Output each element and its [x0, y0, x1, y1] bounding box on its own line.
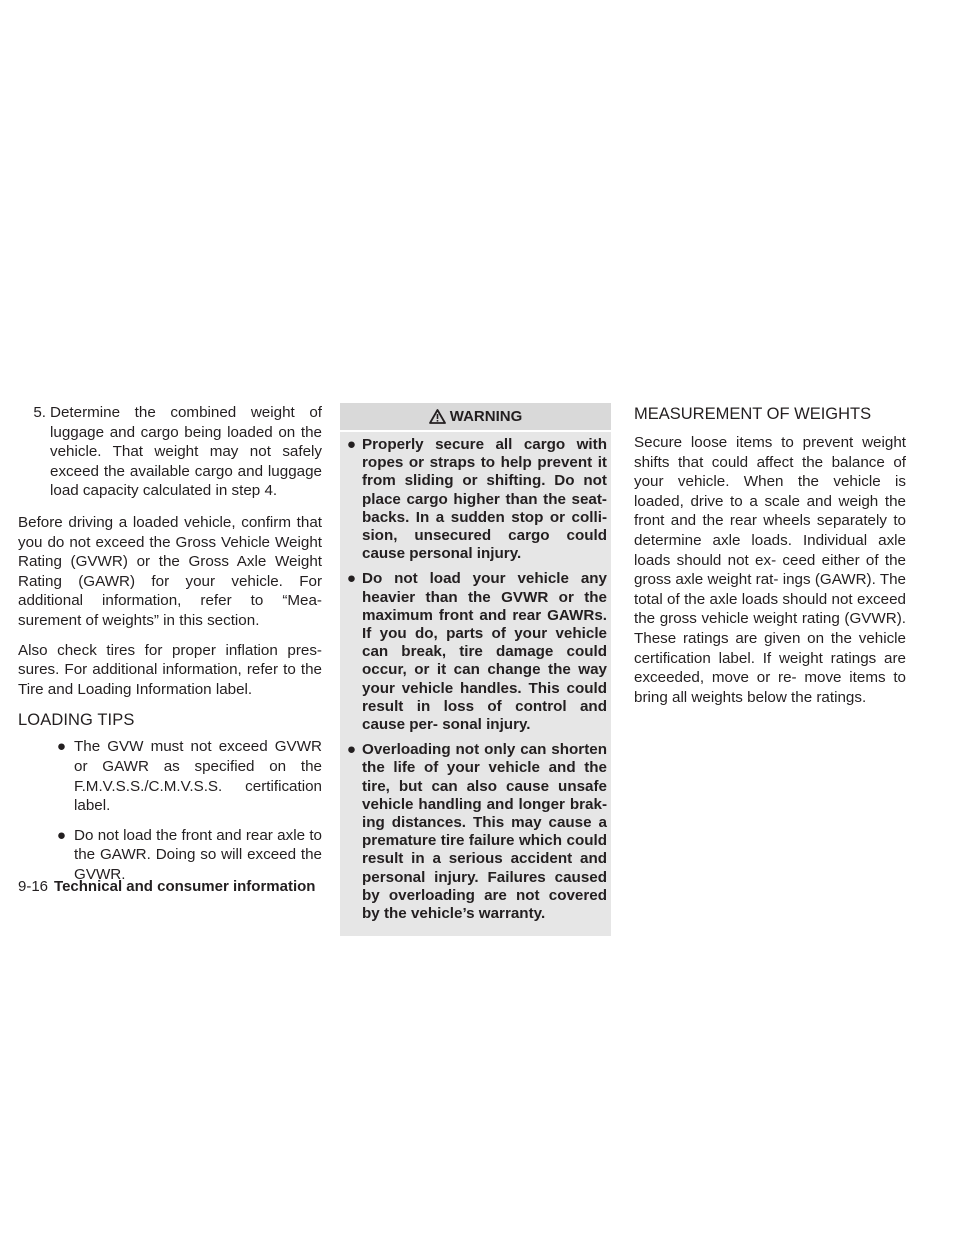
left-column: [18, 403, 322, 894]
page-footer: [18, 877, 315, 897]
right-column: [634, 403, 906, 717]
loading-tip-text: The GVW must not exceed GVWR or GAWR as specified on the F.M.V.S.S./C.M.V.S.S. certification label.: [74, 738, 322, 815]
bullet-dot: ●: [56, 826, 66, 844]
warning-item-1: [340, 436, 607, 563]
warning-triangle-icon: [429, 409, 446, 424]
warning-text: Properly secure all cargo with ropes or straps to help prevent it from sliding or shifting. Do not place cargo higher than the seat- backs. In a sudden stop or colli- sion, unsecured cargo could cause personal injury.: [362, 436, 607, 563]
step-number: 5.: [33, 404, 46, 421]
warning-item-2: [340, 570, 607, 734]
loading-tips-heading: LOADING TIPS: [18, 711, 135, 730]
loading-tip-text: Do not load the front and rear axle to the GAWR. Doing so will exceed the GVWR.: [74, 826, 322, 883]
warning-text: Overloading not only can shorten the life of your vehicle and the tire, but can also cause unsafe vehicle handling and longer brak- ing distances. This may cause a premature tire failure which could result in a serious accident and personal injury. Failures caused by overloading are not covered by the vehicle’s warranty.: [362, 741, 607, 923]
measurement-heading: MEASUREMENT OF WEIGHTS: [634, 405, 872, 423]
warning-box: [340, 403, 611, 936]
bullet-dot: ●: [56, 738, 66, 756]
warning-header: [340, 403, 611, 432]
tire-inflation-paragraph: Also check tires for proper inflation pres- sures. For additional information, refer to the Tire and Loading Information label.: [18, 641, 322, 698]
bullet-dot: ●: [346, 570, 356, 588]
bullet-dot: ●: [346, 741, 356, 759]
step-5: [18, 403, 322, 501]
warning-title: WARNING: [449, 408, 523, 425]
loaded-vehicle-paragraph: Before driving a loaded vehicle, confirm that you do not exceed the Gross Vehicle Weight Rating (GVWR) or the Gross Axle Weight Rating (GAWR) for your vehicle. For additional information, refer to “Mea- surement of weights” in this section.: [18, 513, 322, 629]
warning-item-3: [340, 741, 607, 923]
section-title: Technical and consumer information: [54, 878, 316, 895]
page-number: 9-16: [18, 878, 49, 895]
bullet-dot: ●: [346, 436, 356, 453]
warning-text: Do not load your vehicle any heavier than the GVWR or the maximum front and rear GAWRs. If you do, parts of your vehicle can break, tire damage could occur, or it can change the way your vehicle handles. This could result in loss of control and cause per- sonal injury.: [362, 570, 607, 734]
loading-tip-2: [18, 826, 322, 885]
warning-body: [340, 432, 611, 936]
loading-tip-1: [18, 737, 322, 815]
step-text: Determine the combined weight of luggage and cargo being loaded on the vehicle. That weight may not safely exceed the available cargo and luggage load capacity calculated in step 4.: [50, 404, 322, 500]
measurement-paragraph: Secure loose items to prevent weight shifts that could affect the balance of your vehicle. When the vehicle is loaded, drive to a scale and weigh the front and the rear wheels separately to determine axle loads. Individual axle loads should not ex- ceed either of the gross axle weight rat- ings (GAWR). The total of the axle loads should not exceed the gross vehicle weight rating (GVWR). These ratings are given on the vehicle certification label. If weight ratings are exceeded, move or re- move items to bring all weights below the ratings.: [634, 434, 906, 706]
